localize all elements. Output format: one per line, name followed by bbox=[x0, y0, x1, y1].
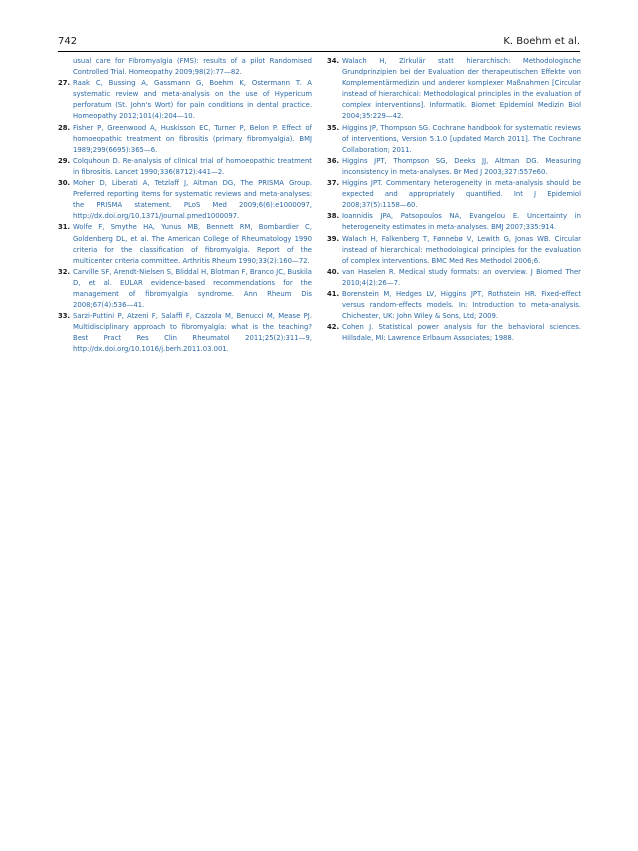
reference-text[interactable]: Cohen J. Statistical power analysis for the behavioral sciences. Hillsdale, MI: Lawrence Erlbaum Associates; 1988. bbox=[342, 323, 581, 343]
reference-text[interactable]: Sarzi-Puttini P, Atzeni F, Salaffi F, Cazzola M, Benucci M, Mease PJ. Multidisciplinary approach to fibromyalgia: what is the teaching? Best Pract Res Clin Rheumatol 2011;25(2):311—9, http://dx.doi.org/10.1016/j.berh.2011.03.001. bbox=[73, 312, 312, 354]
reference-number: 33. bbox=[58, 312, 71, 321]
reference-text[interactable]: Higgins JPT. Commentary heterogeneity in meta-analysis should be expected and appropriately quantified. Int J Epidemiol 2008;37(5):1158—60. bbox=[342, 179, 581, 210]
reference-entry bbox=[327, 289, 581, 322]
reference-number: 29. bbox=[58, 156, 71, 165]
reference-number: 40. bbox=[327, 267, 340, 276]
reference-entry bbox=[58, 267, 312, 311]
reference-entry bbox=[58, 311, 312, 355]
reference-text[interactable]: usual care for Fibromyalgia (FMS): results of a pilot Randomised Controlled Trial. Homeopathy 2009;98(2):77—82. bbox=[73, 57, 312, 77]
reference-entry bbox=[327, 56, 581, 123]
running-author: K. Boehm et al. bbox=[503, 36, 580, 47]
reference-text[interactable]: Higgins JP, Thompson SG. Cochrane handbook for systematic reviews of interventions, Version 5.1.0 [updated March 2011]. The Cochrane Collaboration; 2011. bbox=[342, 123, 581, 154]
reference-text[interactable]: van Haselen R. Medical study formats: an overview. J Biomed Ther 2010;4(2):26—7. bbox=[342, 267, 581, 287]
reference-number: 30. bbox=[58, 179, 71, 188]
reference-entry bbox=[327, 123, 581, 156]
reference-text[interactable]: Moher D, Liberati A, Tetzlaff J, Altman DG, The PRISMA Group. Preferred reporting items for systematic reviews and meta-analyses: the PRISMA statement. PLoS Med 2009;6(6):e1000097, http://dx.doi.org/10.1371/journal.pmed1000097. bbox=[73, 179, 312, 221]
page-number: 742 bbox=[58, 36, 78, 47]
header-rule bbox=[58, 51, 580, 52]
reference-entry bbox=[58, 123, 312, 156]
reference-entry bbox=[327, 322, 581, 344]
reference-number: 39. bbox=[327, 234, 340, 243]
reference-entry bbox=[58, 178, 312, 222]
reference-entry bbox=[58, 156, 312, 178]
reference-text[interactable]: Walach H, Zirkulär statt hierarchisch: Methodologische Grundprinzipien bei der Evaluation der therapeutischen Effekte von Komplementärmedizin und anderer komplexer Maßnahmen [Circular instead of hierarchical: Methodological principles in the evaluation of complex interventions]. Informatik. Biomet Epidemiol Medizin Biol 2004;35:229—42. bbox=[342, 57, 581, 121]
reference-text[interactable]: Higgins JPT, Thompson SG, Deeks JJ, Altman DG. Measuring inconsistency in meta-analyses. Br Med J 2003;327:557e60. bbox=[342, 156, 581, 176]
reference-number: 27. bbox=[58, 79, 71, 88]
reference-text[interactable]: Colquhoun D. Re-analysis of clinical trial of homoeopathic treatment in fibrositis. Lancet 1990;336(8712):441—2. bbox=[73, 156, 312, 176]
reference-column-right bbox=[327, 56, 581, 344]
reference-column-left bbox=[58, 56, 312, 356]
reference-entry bbox=[327, 267, 581, 289]
reference-entry bbox=[58, 56, 312, 78]
reference-text[interactable]: Fisher P, Greenwood A, Huskisson EC, Turner P, Belon P. Effect of homoeopathic treatment on fibrositis (primary fibromyalgia). BMJ 1989;299(6695):365—6. bbox=[73, 123, 312, 154]
reference-text[interactable]: Borenstein M, Hedges LV, Higgins JPT, Rothstein HR. Fixed-effect versus random-effects models. In: Introduction to meta-analysis. Chichester, UK: John Wiley & Sons, Ltd; 2009. bbox=[342, 289, 581, 321]
reference-number: 31. bbox=[58, 223, 71, 232]
reference-number: 32. bbox=[58, 267, 71, 276]
reference-number: 36. bbox=[327, 156, 340, 165]
reference-entry bbox=[327, 178, 581, 211]
reference-text[interactable]: Wolfe F, Smythe HA, Yunus MB, Bennett RM, Bombardier C, Goldenberg DL, et al. The American College of Rheumatology 1990 criteria for the classification of fibromyalgia. Report of the multicenter criteria committee. Arthritis Rheum 1990;33(2):160—72. bbox=[73, 223, 312, 265]
reference-entry bbox=[58, 222, 312, 266]
reference-entry bbox=[327, 211, 581, 233]
reference-number: 28. bbox=[58, 123, 71, 132]
reference-entry bbox=[58, 78, 312, 122]
reference-entry bbox=[327, 156, 581, 178]
reference-text[interactable]: Raak C, Bussing A, Gassmann G, Boehm K, Ostermann T. A systematic review and meta-analysis on the use of Hypericum perforatum (St. John's Wort) for pain conditions in dental practice. Homeopathy 2012;101(4):204—10. bbox=[73, 79, 312, 121]
reference-text[interactable]: Carville SF, Arendt-Nielsen S, Bliddal H, Blotman F, Branco JC, Buskila D, et al. EULAR evidence-based recommendations for the management of fibromyalgia syndrome. Ann Rheum Dis 2008;67(4):536—41. bbox=[73, 267, 312, 310]
reference-text[interactable]: Ioannidis JPA, Patsopoulos NA, Evangelou E. Uncertainty in heterogeneity estimates in meta-analyses. BMJ 2007;335:914. bbox=[342, 212, 581, 232]
running-header bbox=[58, 36, 580, 50]
reference-number: 35. bbox=[327, 123, 340, 132]
reference-number: 37. bbox=[327, 179, 340, 188]
reference-number: 42. bbox=[327, 323, 340, 332]
reference-number: 38. bbox=[327, 212, 340, 221]
reference-number: 34. bbox=[327, 57, 340, 65]
reference-text[interactable]: Walach H, Falkenberg T, Fønnebø V, Lewith G, Jonas WB. Circular instead of hierarchical: methodological principles for the evaluation of complex interventions. BMC Med Res Methodol 2006;6. bbox=[342, 234, 581, 265]
reference-entry bbox=[327, 234, 581, 267]
reference-number: 41. bbox=[327, 289, 340, 298]
